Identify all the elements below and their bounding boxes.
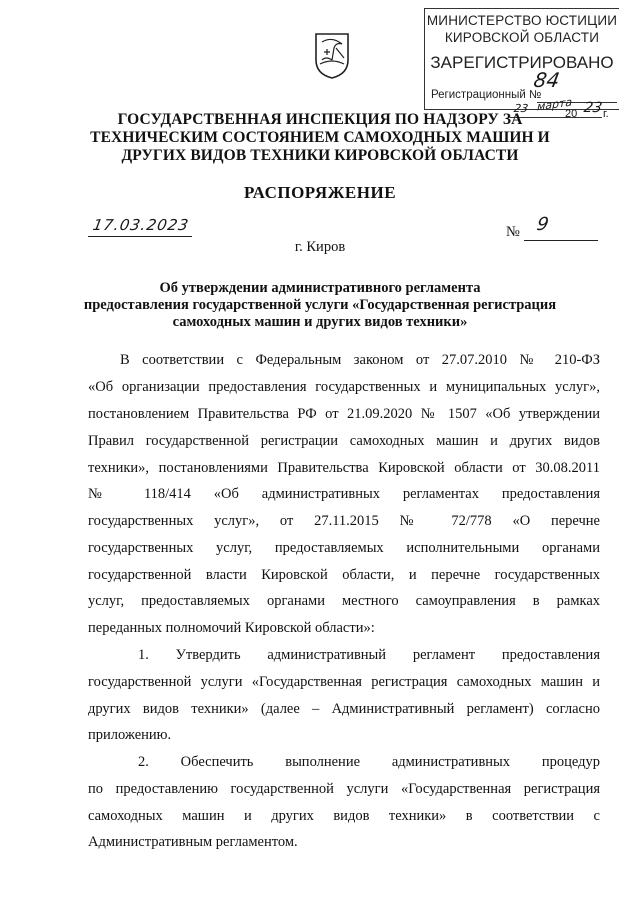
item-2-line: 2. Обеспечить выполнение административных процедур [138,754,600,770]
stamp-date-year-suffix: 23 [582,100,604,116]
item-1-line: 1. Утвердить административный регламент предоставления [138,647,600,663]
stamp-reg-number-value: 84 [531,68,562,92]
preamble-line: постановлением Правительства РФ от 21.09.2020 № 1507 «Об утверждении [88,406,600,422]
document-type-title: РАСПОРЯЖЕНИЕ [243,183,397,202]
preamble-line: «Об организации предоставления государственных и муниципальных услуг», [88,379,600,395]
document-number-value: 9 [535,214,551,235]
item-1-line: государственной услуги «Государственная регистрация самоходных машин и [88,674,600,690]
subject-line-3: самоходных машин и других видов техники» [172,314,468,330]
preamble-line: государственных услуг, предоставляемых исполнительными органами [88,540,600,556]
item-2-line: Административным регламентом. [88,834,298,850]
preamble-line: № 118/414 «Об административных регламентах предоставления [88,486,600,502]
preamble-line: государственных услуг», от 27.11.2015 № 72/778 «О перечне [88,513,600,529]
preamble-line: переданных полномочий Кировской области»: [88,620,375,636]
stamp-reg-number-label: Регистрационный № [431,89,542,101]
stamp-ministry-line: МИНИСТЕРСТВО ЮСТИЦИИ [426,13,618,28]
preamble-line: государственной власти Кировской области, и перечне государственных [88,567,600,583]
document-date: 17.03.2023 [91,216,191,234]
stamp-date-year-prefix: 20 [565,108,578,120]
item-1-line: приложению. [88,727,172,743]
org-name-line-1: ГОСУДАРСТВЕННАЯ ИНСПЕКЦИЯ ПО НАДЗОРУ ЗА [117,111,523,128]
document-number-label: № [506,224,520,240]
registration-stamp [424,8,619,110]
stamp-date-day: 23 [512,102,530,115]
document-city: г. Киров [294,239,346,255]
item-1-line: других видов техники» (далее – Административный регламент) согласно [88,701,600,717]
item-2-line: по предоставлению государственной услуги «Государственная регистрация [88,781,600,797]
stamp-date-trailing: г. [603,108,609,120]
subject-line-2: предоставления государственной услуги «Государственная регистрация [83,297,557,313]
document-date-underline [88,236,192,237]
coat-of-arms-icon [312,30,352,80]
org-name-line-2: ТЕХНИЧЕСКИМ СОСТОЯНИЕМ САМОХОДНЫХ МАШИН И [90,129,550,146]
preamble-line: услуг, предоставляемых органами местного самоуправления в рамках [88,593,600,609]
stamp-date-month: марта [536,95,573,114]
preamble-line: техники», постановлениями Правительства Кировской области от 30.08.2011 [88,460,600,476]
stamp-registered-label: ЗАРЕГИСТРИРОВАНО [430,53,614,72]
subject-line-1: Об утверждении административного регламента [159,280,481,296]
item-2-line: самоходных машин и других видов техники» в соответствии с [88,808,600,824]
stamp-region-line: КИРОВСКОЙ ОБЛАСТИ [444,30,600,45]
preamble-line: В соответствии с Федеральным законом от 27.07.2010 № 210-ФЗ [120,352,600,368]
org-name-line-3: ДРУГИХ ВИДОВ ТЕХНИКИ КИРОВСКОЙ ОБЛАСТИ [121,147,519,164]
preamble-line: Правил государственной регистрации самоходных машин и других видов [88,433,600,449]
